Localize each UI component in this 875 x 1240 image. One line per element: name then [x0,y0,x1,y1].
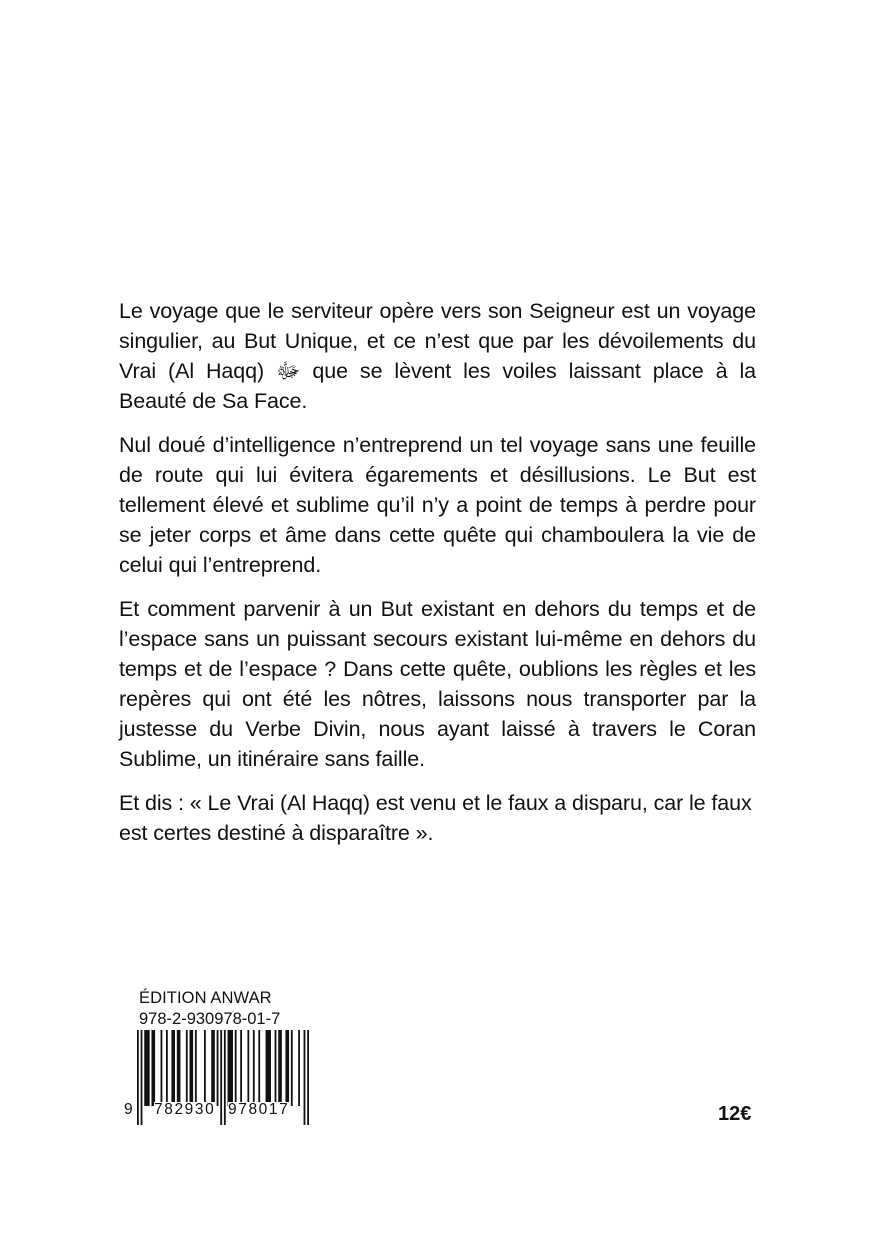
barcode-bar [144,1030,149,1106]
barcode-first-digit: 9 [124,1101,133,1118]
barcode-bar [166,1030,168,1106]
barcode-bar [304,1030,306,1125]
barcode-bar [220,1030,222,1125]
barcode-bar [171,1030,175,1106]
barcode-bar [228,1030,233,1106]
back-cover-blurb [119,296,756,862]
barcode-bar [298,1030,300,1106]
barcode-bar [247,1030,249,1106]
barcode-bar [266,1030,271,1106]
barcode-bar [275,1030,277,1106]
barcode-bar [186,1030,188,1106]
publisher-name: ÉDITION ANWAR [139,989,272,1007]
barcode-bar [141,1030,143,1125]
barcode-left-digits: 782930 [154,1101,216,1118]
barcode-bar [258,1030,260,1106]
barcode-bar [137,1030,139,1125]
barcode-bar [224,1030,226,1125]
isbn-number: 978-2-930978-01-7 [139,1010,281,1028]
barcode-bar [190,1030,194,1106]
barcode-bar [278,1030,282,1106]
barcode-bar [235,1030,237,1106]
barcode-right-digits: 978017 [228,1101,290,1118]
barcode-bar [177,1030,181,1106]
barcode-bar [253,1030,255,1106]
barcode-bar [151,1030,155,1106]
blurb-paragraph-1: Le voyage que le serviteur opère vers son Seigneur est un voyage singulier, au But Unique, et ce n’est que par les dévoilements du Vrai (Al Haqq) ﷻ que se lèvent les voiles laissant place à la Beauté de Sa Face. [119,299,756,413]
barcode-bar [161,1030,163,1106]
barcode-bar [217,1030,219,1106]
barcode-bar [240,1030,242,1106]
blurb-paragraph-2: Nul doué d’intelligence n’entreprend un tel voyage sans une feuille de route qui lui évitera égarements et désillusions. Le But est tellement élevé et sublime qu’il n’y a point de temps à perdre pour se jeter corps et âme dans cette quête qui chamboulera la vie de celui qui l’entreprend. [119,433,756,577]
barcode-bar [285,1030,289,1106]
barcode-bar [204,1030,206,1106]
barcode-bar [195,1030,197,1106]
blurb-paragraph-3: Et comment parvenir à un But existant en dehors du temps et de l’espace sans un puissant secours existant lui-même en dehors du temps et de l’espace ? Dans cette quête, oublions les règles et les repères qui ont été les nôtres, laissons nous transporter par la justesse du Verbe Divin, nous ayant laissé à travers le Coran Sublime, un itinéraire sans faille. [119,597,756,771]
barcode-bar [291,1030,293,1106]
price-tag: 12€ [718,1103,752,1125]
barcode-bar [307,1030,309,1125]
blurb-paragraph-4: Et dis : « Le Vrai (Al Haqq) est venu et le faux a disparu, car le faux est certes destiné à disparaître ». [119,791,752,845]
barcode-bar [211,1030,215,1106]
